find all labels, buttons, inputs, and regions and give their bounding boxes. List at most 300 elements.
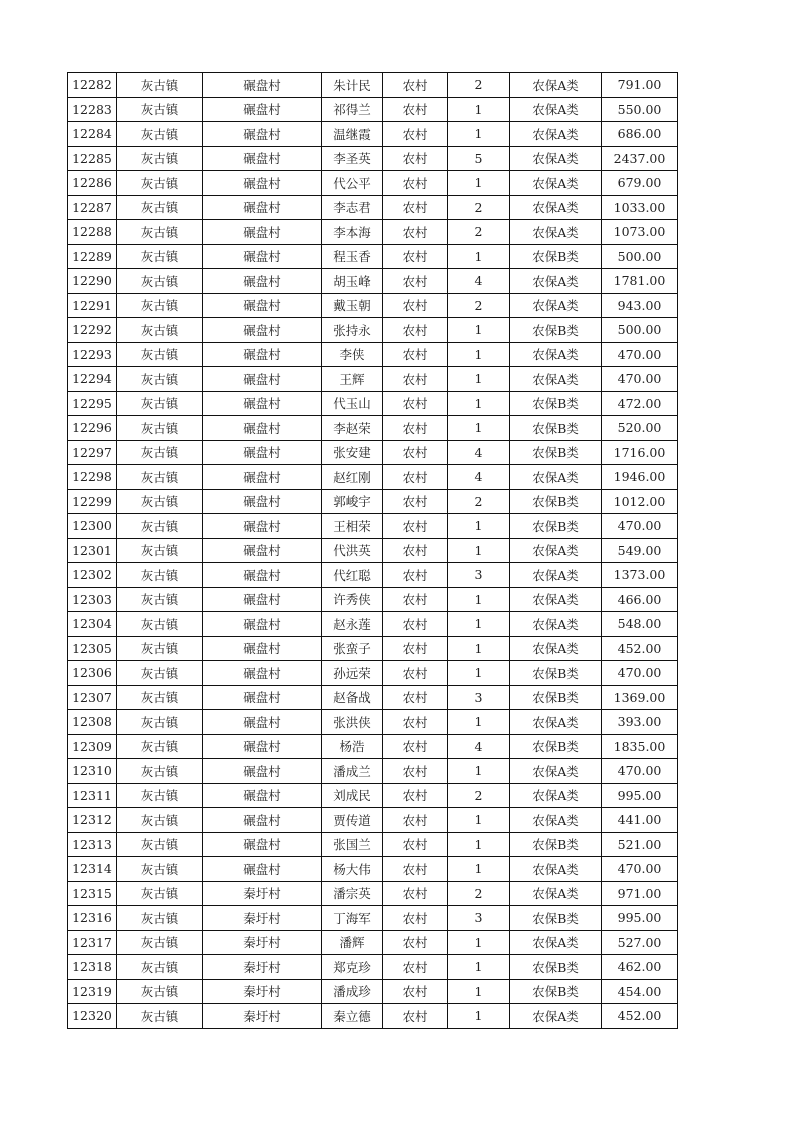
amount-cell: 470.00 — [602, 759, 678, 784]
village-cell: 碾盘村 — [203, 661, 322, 686]
insurance-category-cell: 农保B类 — [510, 906, 602, 931]
record-id-cell: 12289 — [68, 244, 117, 269]
town-cell: 灰古镇 — [117, 612, 203, 637]
area-type-cell: 农村 — [383, 857, 448, 882]
name-cell: 赵永莲 — [322, 612, 383, 637]
table-row — [68, 979, 678, 1004]
table-row — [68, 759, 678, 784]
area-type-cell: 农村 — [383, 587, 448, 612]
village-cell: 碾盘村 — [203, 391, 322, 416]
town-cell: 灰古镇 — [117, 171, 203, 196]
household-size-cell: 2 — [448, 293, 510, 318]
record-id-cell: 12301 — [68, 538, 117, 563]
table-row — [68, 293, 678, 318]
name-cell: 温继霞 — [322, 122, 383, 147]
amount-cell: 1946.00 — [602, 465, 678, 490]
town-cell: 灰古镇 — [117, 955, 203, 980]
name-cell: 刘成民 — [322, 783, 383, 808]
town-cell: 灰古镇 — [117, 73, 203, 98]
record-id-cell: 12317 — [68, 930, 117, 955]
town-cell: 灰古镇 — [117, 783, 203, 808]
name-cell: 张持永 — [322, 318, 383, 343]
village-cell: 碾盘村 — [203, 832, 322, 857]
table-row — [68, 318, 678, 343]
amount-cell: 1835.00 — [602, 734, 678, 759]
amount-cell: 550.00 — [602, 97, 678, 122]
table-row — [68, 636, 678, 661]
record-id-cell: 12282 — [68, 73, 117, 98]
amount-cell: 549.00 — [602, 538, 678, 563]
record-id-cell: 12286 — [68, 171, 117, 196]
name-cell: 王辉 — [322, 367, 383, 392]
table-row — [68, 710, 678, 735]
table-row — [68, 587, 678, 612]
insurance-category-cell: 农保A类 — [510, 881, 602, 906]
name-cell: 赵备战 — [322, 685, 383, 710]
insurance-category-cell: 农保B类 — [510, 440, 602, 465]
village-cell: 秦圩村 — [203, 906, 322, 931]
record-id-cell: 12295 — [68, 391, 117, 416]
table-row — [68, 783, 678, 808]
table-row — [68, 367, 678, 392]
area-type-cell: 农村 — [383, 710, 448, 735]
area-type-cell: 农村 — [383, 734, 448, 759]
table-row — [68, 146, 678, 171]
amount-cell: 791.00 — [602, 73, 678, 98]
record-id-cell: 12283 — [68, 97, 117, 122]
record-id-cell: 12287 — [68, 195, 117, 220]
village-cell: 碾盘村 — [203, 563, 322, 588]
area-type-cell: 农村 — [383, 832, 448, 857]
name-cell: 丁海军 — [322, 906, 383, 931]
household-size-cell: 1 — [448, 391, 510, 416]
record-id-cell: 12311 — [68, 783, 117, 808]
record-id-cell: 12312 — [68, 808, 117, 833]
village-cell: 碾盘村 — [203, 636, 322, 661]
table-row — [68, 734, 678, 759]
amount-cell: 995.00 — [602, 783, 678, 808]
household-size-cell: 3 — [448, 685, 510, 710]
area-type-cell: 农村 — [383, 318, 448, 343]
household-size-cell: 1 — [448, 367, 510, 392]
amount-cell: 679.00 — [602, 171, 678, 196]
insurance-category-cell: 农保A类 — [510, 563, 602, 588]
name-cell: 朱计民 — [322, 73, 383, 98]
household-size-cell: 1 — [448, 538, 510, 563]
name-cell: 李赵荣 — [322, 416, 383, 441]
town-cell: 灰古镇 — [117, 195, 203, 220]
amount-cell: 1369.00 — [602, 685, 678, 710]
area-type-cell: 农村 — [383, 293, 448, 318]
name-cell: 张洪侠 — [322, 710, 383, 735]
village-cell: 碾盘村 — [203, 244, 322, 269]
village-cell: 秦圩村 — [203, 1004, 322, 1029]
household-size-cell: 1 — [448, 587, 510, 612]
household-size-cell: 1 — [448, 416, 510, 441]
name-cell: 程玉香 — [322, 244, 383, 269]
area-type-cell: 农村 — [383, 416, 448, 441]
area-type-cell: 农村 — [383, 171, 448, 196]
household-size-cell: 1 — [448, 930, 510, 955]
household-size-cell: 1 — [448, 122, 510, 147]
area-type-cell: 农村 — [383, 661, 448, 686]
household-size-cell: 3 — [448, 563, 510, 588]
table-row — [68, 1004, 678, 1029]
household-size-cell: 1 — [448, 710, 510, 735]
name-cell: 孙远荣 — [322, 661, 383, 686]
town-cell: 灰古镇 — [117, 465, 203, 490]
amount-cell: 971.00 — [602, 881, 678, 906]
village-cell: 碾盘村 — [203, 122, 322, 147]
village-cell: 碾盘村 — [203, 195, 322, 220]
record-id-cell: 12300 — [68, 514, 117, 539]
household-size-cell: 2 — [448, 220, 510, 245]
amount-cell: 527.00 — [602, 930, 678, 955]
name-cell: 戴玉朝 — [322, 293, 383, 318]
name-cell: 胡玉峰 — [322, 269, 383, 294]
area-type-cell: 农村 — [383, 979, 448, 1004]
village-cell: 碾盘村 — [203, 783, 322, 808]
household-size-cell: 2 — [448, 881, 510, 906]
table-row — [68, 244, 678, 269]
record-id-cell: 12288 — [68, 220, 117, 245]
area-type-cell: 农村 — [383, 73, 448, 98]
amount-cell: 2437.00 — [602, 146, 678, 171]
household-size-cell: 1 — [448, 1004, 510, 1029]
amount-cell: 548.00 — [602, 612, 678, 637]
household-size-cell: 4 — [448, 269, 510, 294]
village-cell: 秦圩村 — [203, 955, 322, 980]
insurance-category-cell: 农保B类 — [510, 979, 602, 1004]
village-cell: 碾盘村 — [203, 734, 322, 759]
name-cell: 潘成珍 — [322, 979, 383, 1004]
record-id-cell: 12306 — [68, 661, 117, 686]
area-type-cell: 农村 — [383, 930, 448, 955]
amount-cell: 686.00 — [602, 122, 678, 147]
household-size-cell: 4 — [448, 465, 510, 490]
village-cell: 碾盘村 — [203, 587, 322, 612]
area-type-cell: 农村 — [383, 906, 448, 931]
village-cell: 碾盘村 — [203, 514, 322, 539]
table-row — [68, 661, 678, 686]
village-cell: 碾盘村 — [203, 759, 322, 784]
area-type-cell: 农村 — [383, 465, 448, 490]
town-cell: 灰古镇 — [117, 244, 203, 269]
table-row — [68, 881, 678, 906]
area-type-cell: 农村 — [383, 489, 448, 514]
village-cell: 碾盘村 — [203, 73, 322, 98]
village-cell: 碾盘村 — [203, 269, 322, 294]
household-size-cell: 2 — [448, 783, 510, 808]
insurance-category-cell: 农保B类 — [510, 661, 602, 686]
record-id-cell: 12298 — [68, 465, 117, 490]
town-cell: 灰古镇 — [117, 1004, 203, 1029]
amount-cell: 466.00 — [602, 587, 678, 612]
record-id-cell: 12308 — [68, 710, 117, 735]
record-id-cell: 12285 — [68, 146, 117, 171]
amount-cell: 1716.00 — [602, 440, 678, 465]
insurance-category-cell: 农保A类 — [510, 710, 602, 735]
amount-cell: 1781.00 — [602, 269, 678, 294]
insurance-category-cell: 农保A类 — [510, 587, 602, 612]
insurance-category-cell: 农保A类 — [510, 367, 602, 392]
name-cell: 潘辉 — [322, 930, 383, 955]
record-id-cell: 12310 — [68, 759, 117, 784]
town-cell: 灰古镇 — [117, 808, 203, 833]
area-type-cell: 农村 — [383, 808, 448, 833]
table-row — [68, 514, 678, 539]
table-row — [68, 391, 678, 416]
record-id-cell: 12304 — [68, 612, 117, 637]
insurance-category-cell: 农保A类 — [510, 293, 602, 318]
insurance-category-cell: 农保B类 — [510, 416, 602, 441]
area-type-cell: 农村 — [383, 342, 448, 367]
record-id-cell: 12290 — [68, 269, 117, 294]
name-cell: 代红聪 — [322, 563, 383, 588]
amount-cell: 472.00 — [602, 391, 678, 416]
town-cell: 灰古镇 — [117, 734, 203, 759]
amount-cell: 454.00 — [602, 979, 678, 1004]
area-type-cell: 农村 — [383, 367, 448, 392]
village-cell: 碾盘村 — [203, 220, 322, 245]
name-cell: 李本海 — [322, 220, 383, 245]
town-cell: 灰古镇 — [117, 97, 203, 122]
amount-cell: 393.00 — [602, 710, 678, 735]
table-row — [68, 832, 678, 857]
village-cell: 碾盘村 — [203, 489, 322, 514]
insurance-category-cell: 农保A类 — [510, 636, 602, 661]
insurance-category-cell: 农保A类 — [510, 195, 602, 220]
area-type-cell: 农村 — [383, 220, 448, 245]
name-cell: 郑克珍 — [322, 955, 383, 980]
town-cell: 灰古镇 — [117, 881, 203, 906]
insurance-category-cell: 农保B类 — [510, 244, 602, 269]
village-cell: 碾盘村 — [203, 171, 322, 196]
insurance-category-cell: 农保A类 — [510, 171, 602, 196]
amount-cell: 452.00 — [602, 1004, 678, 1029]
area-type-cell: 农村 — [383, 759, 448, 784]
table-row — [68, 857, 678, 882]
area-type-cell: 农村 — [383, 636, 448, 661]
town-cell: 灰古镇 — [117, 416, 203, 441]
area-type-cell: 农村 — [383, 97, 448, 122]
table-row — [68, 342, 678, 367]
village-cell: 秦圩村 — [203, 881, 322, 906]
insurance-category-cell: 农保A类 — [510, 857, 602, 882]
village-cell: 碾盘村 — [203, 440, 322, 465]
area-type-cell: 农村 — [383, 440, 448, 465]
village-cell: 碾盘村 — [203, 612, 322, 637]
household-size-cell: 1 — [448, 318, 510, 343]
record-id-cell: 12297 — [68, 440, 117, 465]
area-type-cell: 农村 — [383, 685, 448, 710]
amount-cell: 500.00 — [602, 318, 678, 343]
amount-cell: 1073.00 — [602, 220, 678, 245]
household-size-cell: 1 — [448, 955, 510, 980]
area-type-cell: 农村 — [383, 538, 448, 563]
amount-cell: 943.00 — [602, 293, 678, 318]
insurance-category-cell: 农保A类 — [510, 808, 602, 833]
area-type-cell: 农村 — [383, 783, 448, 808]
table-row — [68, 808, 678, 833]
table-row — [68, 906, 678, 931]
area-type-cell: 农村 — [383, 122, 448, 147]
amount-cell: 441.00 — [602, 808, 678, 833]
insurance-category-cell: 农保A类 — [510, 97, 602, 122]
table-row — [68, 930, 678, 955]
household-size-cell: 1 — [448, 171, 510, 196]
area-type-cell: 农村 — [383, 391, 448, 416]
name-cell: 张安建 — [322, 440, 383, 465]
household-size-cell: 2 — [448, 489, 510, 514]
table-row — [68, 171, 678, 196]
name-cell: 赵红刚 — [322, 465, 383, 490]
record-id-cell: 12305 — [68, 636, 117, 661]
village-cell: 碾盘村 — [203, 808, 322, 833]
household-size-cell: 4 — [448, 734, 510, 759]
amount-cell: 1033.00 — [602, 195, 678, 220]
village-cell: 碾盘村 — [203, 293, 322, 318]
name-cell: 代玉山 — [322, 391, 383, 416]
town-cell: 灰古镇 — [117, 269, 203, 294]
record-id-cell: 12294 — [68, 367, 117, 392]
name-cell: 代公平 — [322, 171, 383, 196]
insurance-category-cell: 农保B类 — [510, 318, 602, 343]
village-cell: 碾盘村 — [203, 857, 322, 882]
insurance-category-cell: 农保A类 — [510, 220, 602, 245]
town-cell: 灰古镇 — [117, 440, 203, 465]
record-id-cell: 12292 — [68, 318, 117, 343]
area-type-cell: 农村 — [383, 269, 448, 294]
area-type-cell: 农村 — [383, 244, 448, 269]
area-type-cell: 农村 — [383, 1004, 448, 1029]
amount-cell: 1373.00 — [602, 563, 678, 588]
household-size-cell: 1 — [448, 832, 510, 857]
household-size-cell: 1 — [448, 636, 510, 661]
table-row — [68, 195, 678, 220]
town-cell: 灰古镇 — [117, 563, 203, 588]
insurance-category-cell: 农保A类 — [510, 612, 602, 637]
insurance-category-cell: 农保A类 — [510, 342, 602, 367]
insurance-category-cell: 农保B类 — [510, 391, 602, 416]
records-table-body — [68, 73, 678, 1029]
village-cell: 碾盘村 — [203, 367, 322, 392]
table-row — [68, 97, 678, 122]
town-cell: 灰古镇 — [117, 146, 203, 171]
record-id-cell: 12303 — [68, 587, 117, 612]
village-cell: 碾盘村 — [203, 465, 322, 490]
insurance-category-cell: 农保A类 — [510, 73, 602, 98]
name-cell: 李志君 — [322, 195, 383, 220]
table-row — [68, 563, 678, 588]
amount-cell: 452.00 — [602, 636, 678, 661]
household-size-cell: 1 — [448, 514, 510, 539]
household-size-cell: 4 — [448, 440, 510, 465]
table-row — [68, 122, 678, 147]
amount-cell: 470.00 — [602, 661, 678, 686]
amount-cell: 470.00 — [602, 342, 678, 367]
town-cell: 灰古镇 — [117, 685, 203, 710]
insurance-category-cell: 农保B类 — [510, 514, 602, 539]
amount-cell: 470.00 — [602, 514, 678, 539]
insurance-category-cell: 农保B类 — [510, 955, 602, 980]
name-cell: 秦立德 — [322, 1004, 383, 1029]
town-cell: 灰古镇 — [117, 979, 203, 1004]
town-cell: 灰古镇 — [117, 318, 203, 343]
town-cell: 灰古镇 — [117, 636, 203, 661]
record-id-cell: 12284 — [68, 122, 117, 147]
name-cell: 潘成兰 — [322, 759, 383, 784]
town-cell: 灰古镇 — [117, 122, 203, 147]
name-cell: 许秀侠 — [322, 587, 383, 612]
record-id-cell: 12293 — [68, 342, 117, 367]
amount-cell: 462.00 — [602, 955, 678, 980]
record-id-cell: 12319 — [68, 979, 117, 1004]
town-cell: 灰古镇 — [117, 906, 203, 931]
record-id-cell: 12315 — [68, 881, 117, 906]
record-id-cell: 12309 — [68, 734, 117, 759]
household-size-cell: 5 — [448, 146, 510, 171]
household-size-cell: 1 — [448, 612, 510, 637]
household-size-cell: 1 — [448, 808, 510, 833]
household-size-cell: 1 — [448, 97, 510, 122]
area-type-cell: 农村 — [383, 881, 448, 906]
household-size-cell: 2 — [448, 73, 510, 98]
table-row — [68, 220, 678, 245]
town-cell: 灰古镇 — [117, 759, 203, 784]
town-cell: 灰古镇 — [117, 587, 203, 612]
household-size-cell: 1 — [448, 244, 510, 269]
table-row — [68, 416, 678, 441]
amount-cell: 520.00 — [602, 416, 678, 441]
record-id-cell: 12318 — [68, 955, 117, 980]
name-cell: 李圣英 — [322, 146, 383, 171]
area-type-cell: 农村 — [383, 955, 448, 980]
village-cell: 碾盘村 — [203, 342, 322, 367]
town-cell: 灰古镇 — [117, 538, 203, 563]
household-size-cell: 2 — [448, 195, 510, 220]
name-cell: 祁得兰 — [322, 97, 383, 122]
table-row — [68, 955, 678, 980]
table-row — [68, 269, 678, 294]
name-cell: 张蛮子 — [322, 636, 383, 661]
insurance-category-cell: 农保B类 — [510, 832, 602, 857]
table-row — [68, 465, 678, 490]
area-type-cell: 农村 — [383, 146, 448, 171]
insurance-category-cell: 农保B类 — [510, 734, 602, 759]
insurance-category-cell: 农保A类 — [510, 930, 602, 955]
area-type-cell: 农村 — [383, 514, 448, 539]
table-row — [68, 489, 678, 514]
record-id-cell: 12299 — [68, 489, 117, 514]
record-id-cell: 12296 — [68, 416, 117, 441]
name-cell: 王相荣 — [322, 514, 383, 539]
village-cell: 碾盘村 — [203, 97, 322, 122]
town-cell: 灰古镇 — [117, 367, 203, 392]
record-id-cell: 12314 — [68, 857, 117, 882]
town-cell: 灰古镇 — [117, 342, 203, 367]
household-size-cell: 1 — [448, 857, 510, 882]
table-row — [68, 612, 678, 637]
village-cell: 碾盘村 — [203, 318, 322, 343]
area-type-cell: 农村 — [383, 563, 448, 588]
household-size-cell: 1 — [448, 979, 510, 1004]
amount-cell: 521.00 — [602, 832, 678, 857]
table-row — [68, 73, 678, 98]
records-table — [67, 72, 678, 1029]
name-cell: 代洪英 — [322, 538, 383, 563]
insurance-category-cell: 农保A类 — [510, 146, 602, 171]
